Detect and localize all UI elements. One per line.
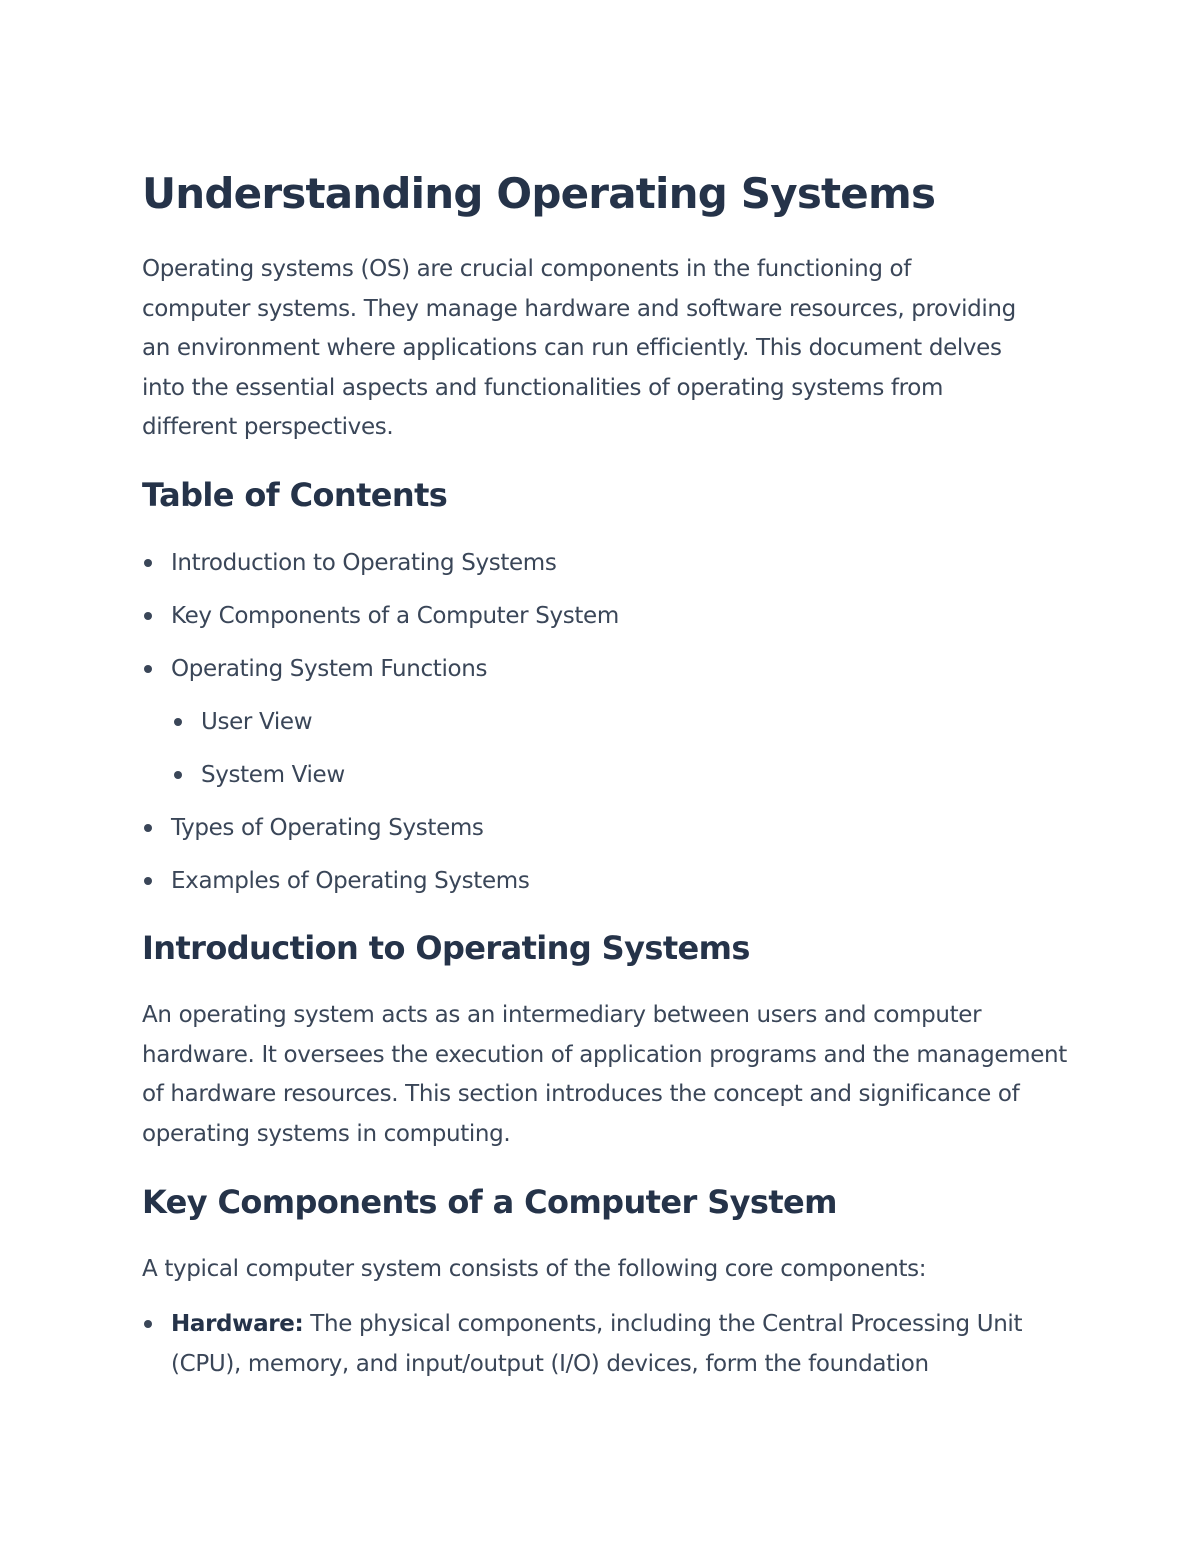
intro-section-body: An operating system acts as an intermediary between users and computer hardware. It oversees the execution of application programs and the management of hardware resources. This section introduces the concept and significance of operating systems in computing. [142, 1002, 1067, 1147]
bullet-icon [174, 718, 182, 726]
toc-item-label: Introduction to Operating Systems [171, 550, 557, 576]
intro-paragraph: Operating systems (OS) are crucial components in the functioning of computer systems. They manage hardware and software resources, providing an environment where applications can run efficiently. This document delves into the essential aspects and functionalities of operating systems from different perspectives. [142, 256, 1016, 440]
bullet-icon [144, 877, 152, 885]
toc-item-label: System View [201, 762, 345, 788]
toc-subitem[interactable] [142, 702, 619, 755]
toc-item-label: Key Components of a Computer System [171, 603, 619, 629]
components-list [142, 1304, 1071, 1384]
toc-item[interactable] [142, 543, 619, 596]
toc-item-label: Examples of Operating Systems [171, 868, 530, 894]
bullet-icon [144, 1320, 152, 1328]
toc-item-label: Types of Operating Systems [171, 815, 484, 841]
toc-item[interactable] [142, 861, 619, 914]
bullet-icon [144, 824, 152, 832]
toc-heading: Table of Contents [142, 476, 448, 514]
component-term: Hardware: [171, 1311, 304, 1337]
document-title: Understanding Operating Systems [142, 169, 936, 218]
toc-item[interactable] [142, 649, 619, 702]
toc-item-label: Operating System Functions [171, 656, 488, 682]
bullet-icon [144, 665, 152, 673]
toc-item[interactable] [142, 596, 619, 649]
bullet-icon [174, 771, 182, 779]
intro-section-heading: Introduction to Operating Systems [142, 929, 750, 967]
components-lead: A typical computer system consists of the following core components: [142, 1256, 927, 1282]
toc-subitem[interactable] [142, 755, 619, 808]
bullet-icon [144, 559, 152, 567]
toc-item-label: User View [201, 709, 313, 735]
component-item [142, 1304, 1071, 1384]
toc-list [142, 543, 619, 914]
component-text: The physical components, including the Central Processing Unit (CPU), memory, and input/output (I/O) devices, form the foundation [171, 1311, 1023, 1377]
components-section-heading: Key Components of a Computer System [142, 1183, 837, 1221]
bullet-icon [144, 612, 152, 620]
toc-item[interactable] [142, 808, 619, 861]
